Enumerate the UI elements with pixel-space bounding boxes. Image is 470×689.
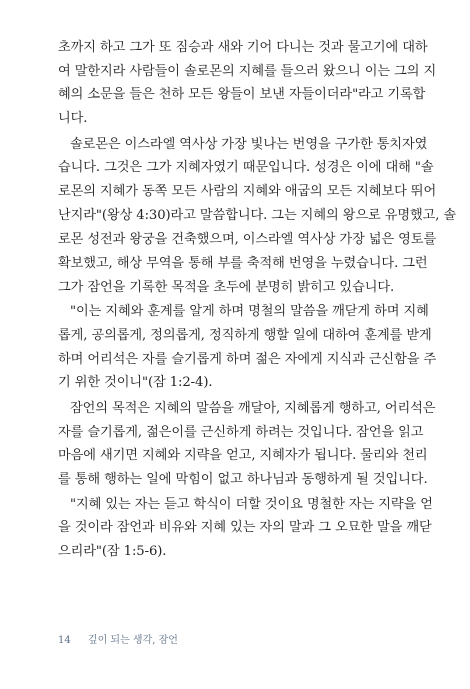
text-line: 마음에 새기면 지혜와 지략을 얻고, 지혜자가 됩니다. 물리와 천리 <box>58 448 428 463</box>
text-line: 그가 잠언을 기록한 목적을 초두에 분명히 밝히고 있습니다. <box>58 280 395 295</box>
text-line: 로몬의 지혜가 동쪽 모든 사람의 지혜와 애굽의 모든 지혜보다 뛰어 <box>58 184 437 199</box>
text-line: 을 것이라 잠언과 비유와 지혜 있는 자의 말과 그 오묘한 말을 깨닫 <box>58 520 432 535</box>
text-line: 잠언의 목적은 지혜의 말씀을 깨달아, 지혜롭게 행하고, 어리석은 <box>70 401 436 416</box>
text-line: "지혜 있는 자는 듣고 학식이 더할 것이요 명철한 자는 지략을 얻 <box>70 497 433 512</box>
text-line: 혜의 소문을 들은 천하 모든 왕들이 보낸 자들이더라"라고 기록합 <box>58 87 426 102</box>
text-line: 기 위한 것이니"(잠 1:2-4). <box>58 375 213 390</box>
text-line: 솔로몬은 이스라엘 역사상 가장 빛나는 번영을 구가한 통치자였 <box>70 137 428 152</box>
text-line: 로몬 성전과 왕궁을 건축했으며, 이스라엘 역사상 가장 넓은 영토를 <box>58 232 437 247</box>
running-title: 깊이 되는 생각, 잠언 <box>87 635 178 646</box>
text-line: 를 통해 행하는 일에 막힘이 없고 하나님과 동행하게 될 것입니다. <box>58 472 428 487</box>
text-line: 하며 어리석은 자를 슬기롭게 하며 젊은 자에게 지식과 근신함을 주 <box>58 352 437 367</box>
text-line: 여 말한지라 사람들이 솔로몬의 지혜를 들으러 왔으니 이는 그의 지 <box>58 64 437 79</box>
text-line: 습니다. 그것은 그가 지혜자였기 때문입니다. 성경은 이에 대해 "솔 <box>58 160 434 175</box>
text-line: 롭게, 공의롭게, 정의롭게, 정직하게 행할 일에 대하여 훈계를 받게 <box>58 328 432 343</box>
page-number: 14 <box>58 635 71 646</box>
text-line: 확보했고, 해상 무역을 통해 부를 축적해 번영을 누렸습니다. 그런 <box>58 256 428 271</box>
page-footer <box>58 631 178 646</box>
text-line: "이는 지혜와 훈계를 알게 하며 명철의 말씀을 깨닫게 하며 지혜 <box>70 304 429 319</box>
text-line: 니다. <box>58 111 88 126</box>
text-line: 자를 슬기롭게, 젊은이를 근신하게 하려는 것입니다. 잠언을 읽고 <box>58 425 424 440</box>
text-line: 으리라"(잠 1:5-6). <box>58 544 167 559</box>
text-line: 초까지 하고 그가 또 짐승과 새와 기어 다니는 것과 물고기에 대하 <box>58 40 428 55</box>
text-line: 난지라"(왕상 4:30)라고 말씀합니다. 그는 지혜의 왕으로 유명했고, 솔 <box>58 208 457 223</box>
